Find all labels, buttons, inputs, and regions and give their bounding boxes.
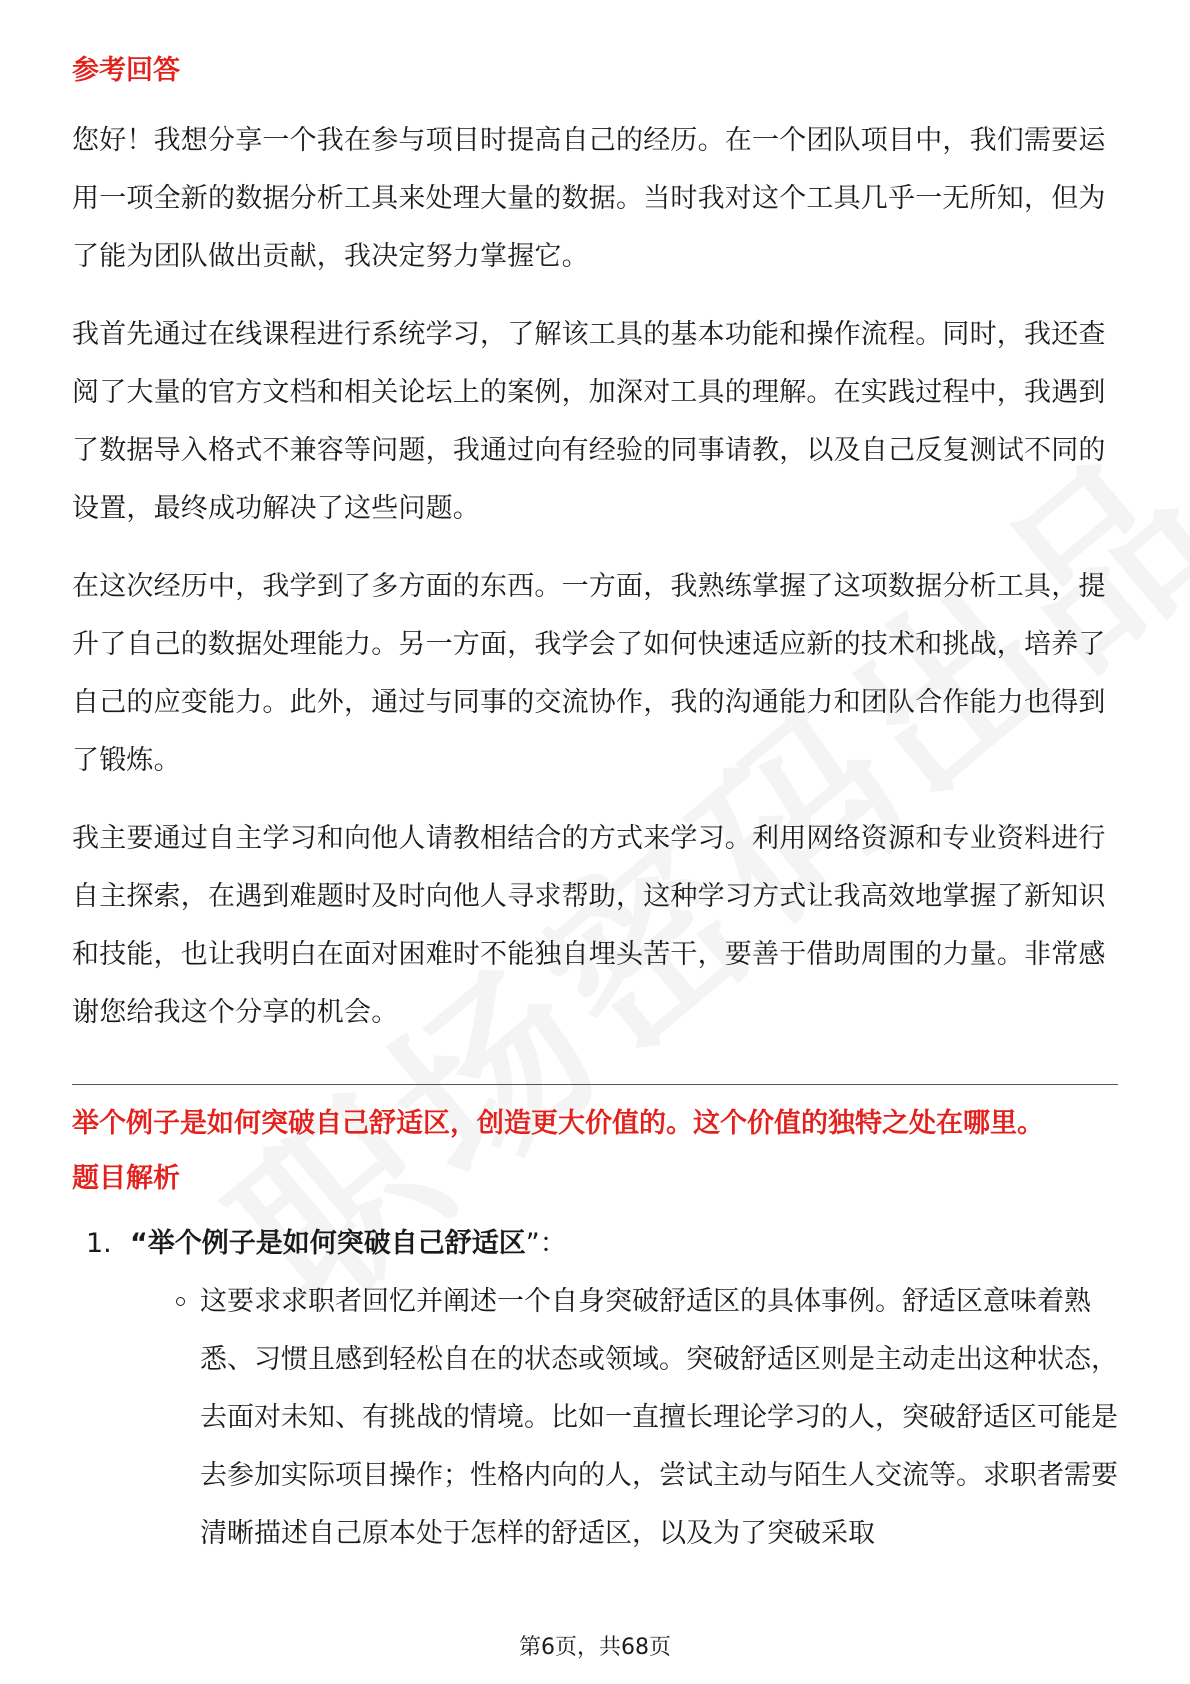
answer-paragraph: 我主要通过自主学习和向他人请教相结合的方式来学习。利用网络资源和专业资料进行自主探索，在遇到难题时及时向他人寻求帮助，这种学习方式让我高效地掌握了新知识和技能，也让我明白在面对困难时不能独自埋头苦干，要善于借助周围的力量。非常感谢您给我这个分享的机会。 bbox=[72, 823, 1106, 1028]
analysis-heading: 题目解析 bbox=[72, 1163, 180, 1194]
analysis-item bbox=[72, 1215, 1118, 1563]
bullet-text: 这要求求职者回忆并阐述一个自身突破舒适区的具体事例。舒适区意味着熟悉、习惯且感到轻松自在的状态或领域。突破舒适区则是主动走出这种状态，去面对未知、有挑战的情境。比如一直擅长理论学习的人，突破舒适区可能是去参加实际项目操作；性格内向的人，尝试主动与陌生人交流等。求职者需要清晰描述自己原本处于怎样的舒适区，以及为了突破采取 bbox=[200, 1286, 1118, 1549]
answer-heading: 参考回答 bbox=[72, 55, 180, 86]
item-title: 举个例子是如何突破自己舒适区 bbox=[147, 1228, 526, 1259]
item-number: 1. bbox=[86, 1228, 112, 1259]
question-text: 举个例子是如何突破自己舒适区，创造更大价值的。这个价值的独特之处在哪里。 bbox=[72, 1108, 1044, 1139]
item-title-open-quote: “ bbox=[130, 1228, 148, 1259]
item-title-close: ”： bbox=[525, 1228, 567, 1259]
page-footer: 第6页，共68页 bbox=[519, 1635, 671, 1660]
answer-paragraph: 在这次经历中，我学到了多方面的东西。一方面，我熟练掌握了这项数据分析工具，提升了自己的数据处理能力。另一方面，我学会了如何快速适应新的技术和挑战，培养了自己的应变能力。此外，通过与同事的交流协作，我的沟通能力和团队合作能力也得到了锻炼。 bbox=[72, 571, 1106, 776]
hollow-bullet-icon bbox=[176, 1297, 185, 1306]
content bbox=[72, 48, 1118, 1563]
analysis-list bbox=[72, 1215, 1118, 1563]
answer-paragraph: 您好！我想分享一个我在参与项目时提高自己的经历。在一个团队项目中，我们需要运用一项全新的数据分析工具来处理大量的数据。当时我对这个工具几乎一无所知，但为了能为团队做出贡献，我决定努力掌握它。 bbox=[72, 125, 1106, 272]
section-divider bbox=[72, 1084, 1118, 1085]
answer-paragraph: 我首先通过在线课程进行系统学习，了解该工具的基本功能和操作流程。同时，我还查阅了大量的官方文档和相关论坛上的案例，加深对工具的理解。在实践过程中，我遇到了数据导入格式不兼容等问题，我通过向有经验的同事请教，以及自己反复测试不同的设置，最终成功解决了这些问题。 bbox=[72, 319, 1106, 524]
item-bullets bbox=[130, 1273, 1118, 1563]
bullet-item bbox=[176, 1273, 1118, 1563]
